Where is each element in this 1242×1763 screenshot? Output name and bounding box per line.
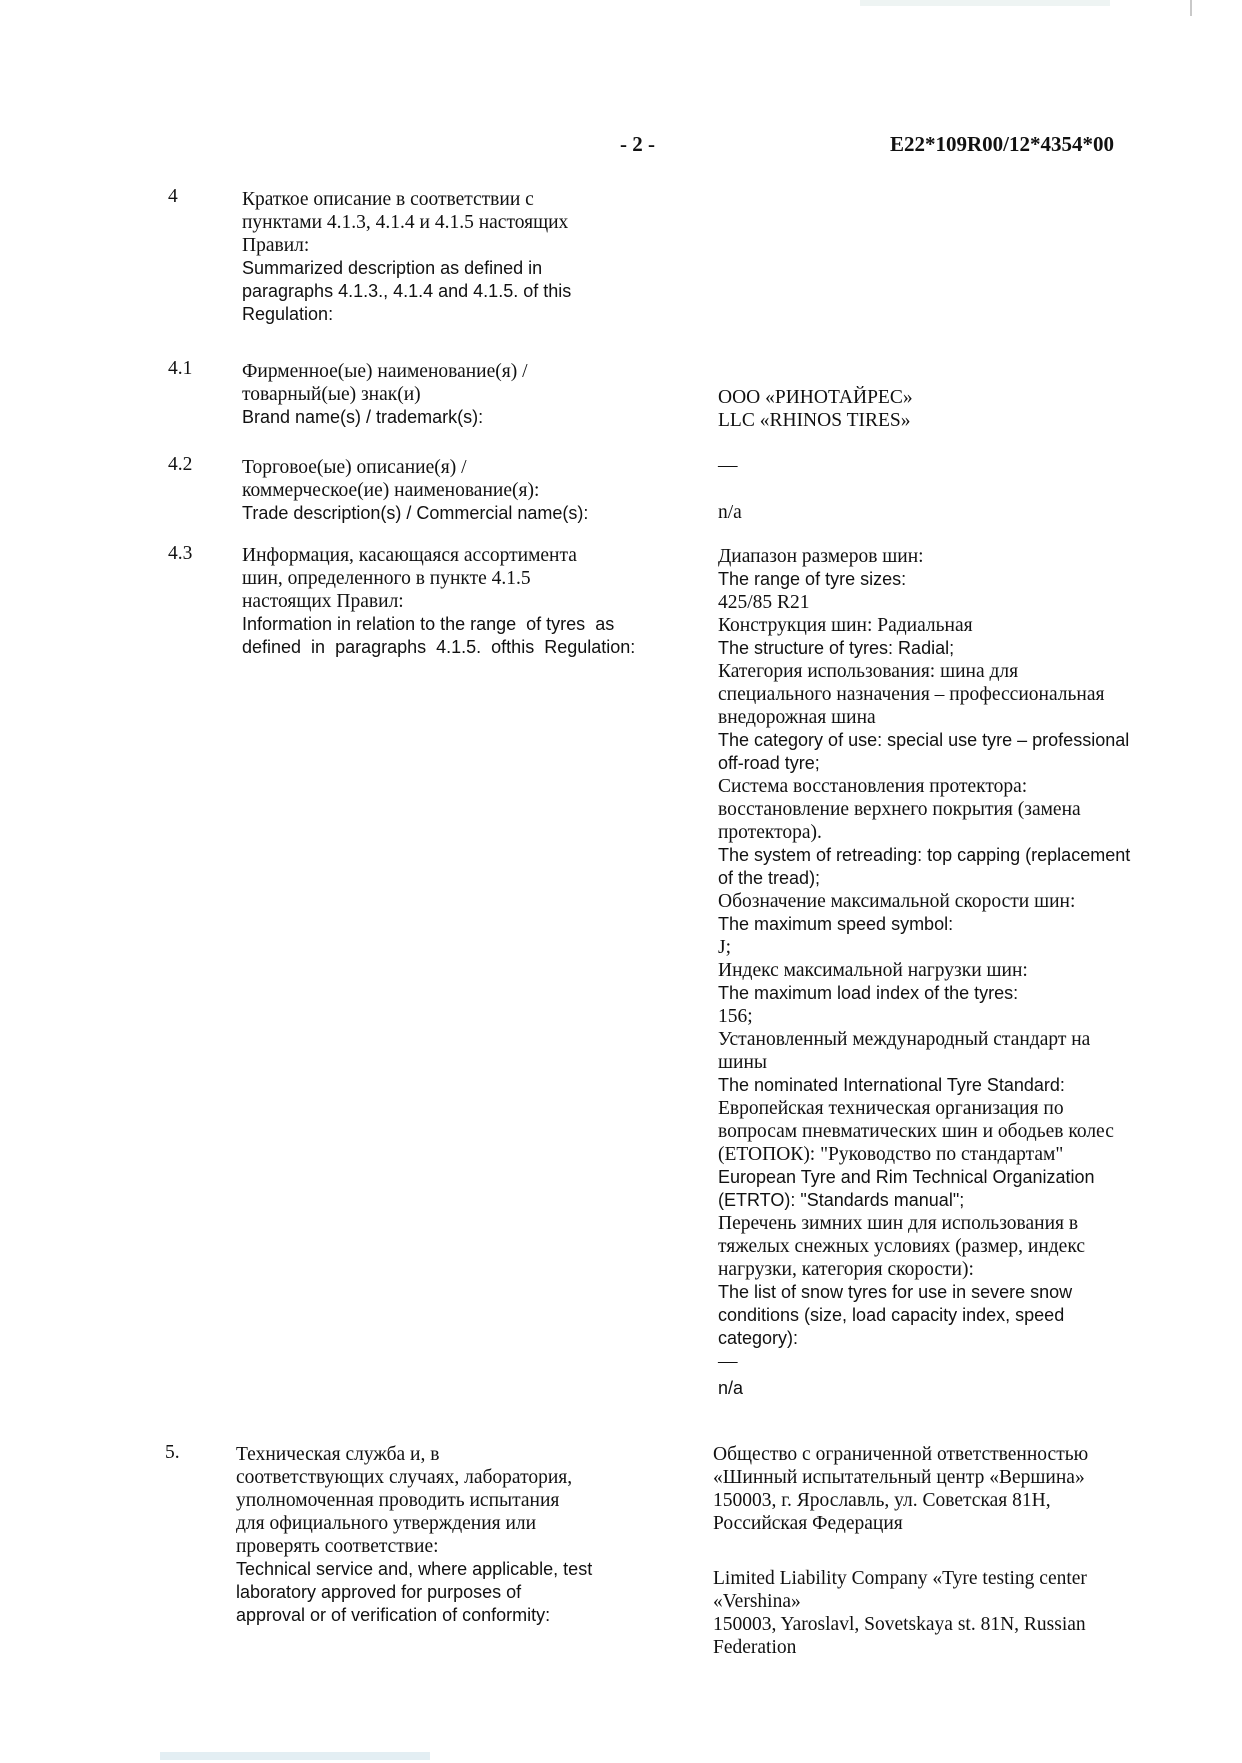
section-number-4: 4 [168,186,178,207]
tyre-size: 425/85 R21 [718,592,810,613]
category-en: The category of use: special use tyre – professional off-road tyre; [718,730,1130,773]
load-en: The maximum load index of the tyres: [718,983,1019,1003]
technical-service-info [713,1443,1193,1659]
section-5-label [236,1443,686,1627]
structure-en: The structure of tyres: Radial; [718,638,955,658]
section-4-2-label-ru: Торговое(ые) описание(я) / коммерческое(ие) наименование(я): [242,457,540,501]
range-label-en: The range of tyre sizes: [718,569,907,589]
section-4-3-label-ru: Информация, касающаяся ассортимента шин, определенного в пункте 4.1.5 настоящих Правил: [242,545,577,612]
standard-ru: Установленный международный стандарт на шины [718,1029,1091,1073]
standard-en: The nominated International Tyre Standard: [718,1075,1065,1095]
technical-service-en: Limited Liability Company «Tyre testing center «Vershina» 150003, Yaroslavl, Sovetskaya st. 81N, Russian Federation [713,1568,1087,1658]
section-4-1-label-ru: Фирменное(ые) наименование(я) / товарный(ые) знак(и) [242,361,528,405]
section-4-1-value [718,386,1198,432]
section-4-label-ru: Краткое описание в соответствии с пунктами 4.1.3, 4.1.4 и 4.1.5 настоящих Правил: [242,189,569,256]
section-number-4-2: 4.2 [168,454,193,475]
trade-description-dash: — [718,455,738,476]
speed-en: The maximum speed symbol: [718,914,954,934]
section-4-2-label [242,456,682,525]
section-4-3-label-en: Information in relation to the range of tyres as defined in paragraphs 4.1.5. ofthis Regulation: [242,614,636,657]
snow-na: n/a [718,1378,744,1398]
load-ru: Индекс максимальной нагрузки шин: [718,960,1028,981]
section-4-label [242,188,682,326]
tyre-range-info [718,545,1198,1400]
load-value: 156; [718,1006,753,1027]
approval-code: E22*109R00/12*4354*00 [890,132,1115,156]
scan-mark [1190,0,1192,16]
technical-service-ru: Общество с ограниченной ответственностью «Шинный испытательный центр «Вершина» 150003, г. Ярославль, ул. Советская 81Н, Российская Федерация [713,1444,1089,1534]
etrto-ru: Европейская техническая организация по вопросам пневматических шин и ободьев колес (ЕТОПОК): "Руководство по стандартам" [718,1098,1114,1165]
section-4-1-label [242,360,682,429]
section-5-label-en: Technical service and, where applicable, test laboratory approved for purposes of approval or of verification of conformity: [236,1559,593,1625]
range-label-ru: Диапазон размеров шин: [718,546,924,567]
section-4-2-label-en: Trade description(s) / Commercial name(s): [242,503,589,523]
category-ru: Категория использования: шина для специального назначения – профессиональная внедорожная шина [718,661,1105,728]
retread-ru: Система восстановления протектора: восстановление верхнего покрытия (замена протектора). [718,776,1081,843]
retread-en: The system of retreading: top capping (replacement of the tread); [718,845,1131,888]
speed-ru: Обозначение максимальной скорости шин: [718,891,1076,912]
section-number-4-1: 4.1 [168,358,193,379]
page-number: - 2 - [620,132,655,156]
section-4-label-en: Summarized description as defined in paragraphs 4.1.3., 4.1.4 and 4.1.5. of this Regulation: [242,258,572,324]
section-number-5: 5. [165,1442,180,1463]
section-4-2-value [718,454,918,524]
section-4-3-label [242,544,682,659]
section-number-4-3: 4.3 [168,543,193,564]
etrto-en: European Tyre and Rim Technical Organization (ETRTO): "Standards manual"; [718,1167,1095,1210]
snow-dash: — [718,1351,738,1372]
speed-value: J; [718,937,732,958]
brand-name-en: LLC «RHINOS TIRES» [718,410,911,431]
trade-description-na: n/a [718,502,742,523]
snow-en: The list of snow tyres for use in severe snow conditions (size, load capacity index, speed category): [718,1282,1073,1348]
structure-ru: Конструкция шин: Радиальная [718,615,973,636]
brand-name-ru: ООО «РИНОТАЙРЕС» [718,387,913,408]
scan-edge-top [860,0,1110,6]
scan-edge-bottom [160,1752,430,1760]
section-4-1-label-en: Brand name(s) / trademark(s): [242,407,484,427]
snow-ru: Перечень зимних шин для использования в тяжелых снежных условиях (размер, индекс нагрузки, категория скорости): [718,1213,1085,1280]
section-5-label-ru: Техническая служба и, в соответствующих случаях, лаборатория, уполномоченная проводить испытания для официального утверждения или проверять соответствие: [236,1444,573,1557]
